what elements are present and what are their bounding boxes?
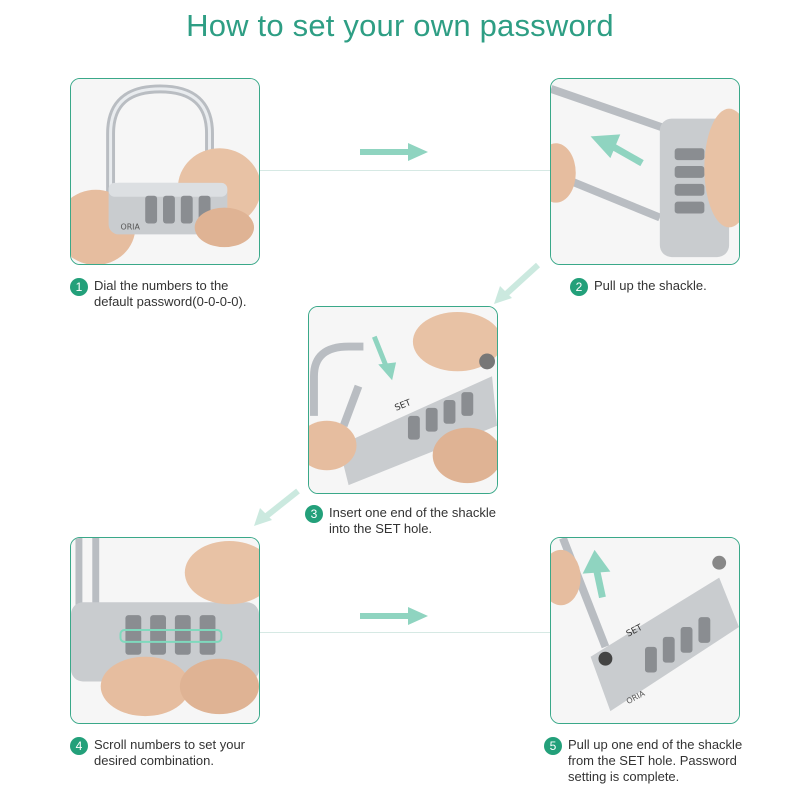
step-4-caption: [70, 737, 245, 769]
step-1-caption: [70, 278, 246, 310]
step-1-photo: [70, 78, 260, 265]
connector-line-4-5: [260, 632, 550, 633]
brand-logo: ORIA: [120, 222, 140, 232]
connector-line-1-2: [260, 170, 550, 171]
step-2-photo: [550, 78, 740, 265]
step-2-text-line1: Pull up the shackle.: [594, 278, 707, 293]
step-3-text-line2: into the SET hole.: [329, 521, 433, 536]
step-1-badge: 1: [70, 278, 88, 296]
brand-logo-2: ORIA: [624, 688, 647, 706]
right-arrow-icon-2: [360, 606, 430, 626]
step-4-badge: 4: [70, 737, 88, 755]
step-3-text-line1: Insert one end of the shackle: [329, 505, 496, 520]
step-5-text-line1: Pull up one end of the shackle: [568, 737, 743, 752]
step-2-caption: [570, 278, 707, 296]
step-4-text-line2: desired combination.: [94, 753, 214, 768]
down-left-arrow-icon-2: [252, 488, 302, 528]
step-5-photo: [550, 537, 740, 724]
step-4-text-line1: Scroll numbers to set your: [94, 737, 246, 752]
step-5-badge: 5: [544, 737, 562, 755]
step-5-text-line2: from the SET hole. Password: [568, 753, 737, 768]
step-1-text-line2: default password(0-0-0-0).: [94, 294, 247, 309]
set-label-2: SET: [624, 622, 645, 640]
right-arrow-icon: [360, 142, 430, 162]
step-3-badge: 3: [305, 505, 323, 523]
step-4-photo: [70, 537, 260, 724]
step-3-caption: [305, 505, 496, 537]
step-5-caption: [544, 737, 742, 785]
step-5-text-line3: setting is complete.: [568, 769, 680, 784]
set-label: SET: [393, 398, 413, 414]
step-2-badge: 2: [570, 278, 588, 296]
step-3-photo: [308, 306, 498, 494]
page-title: How to set your own password: [186, 8, 614, 43]
step-1-text-line1: Dial the numbers to the: [94, 278, 229, 293]
down-left-arrow-icon: [492, 262, 542, 306]
